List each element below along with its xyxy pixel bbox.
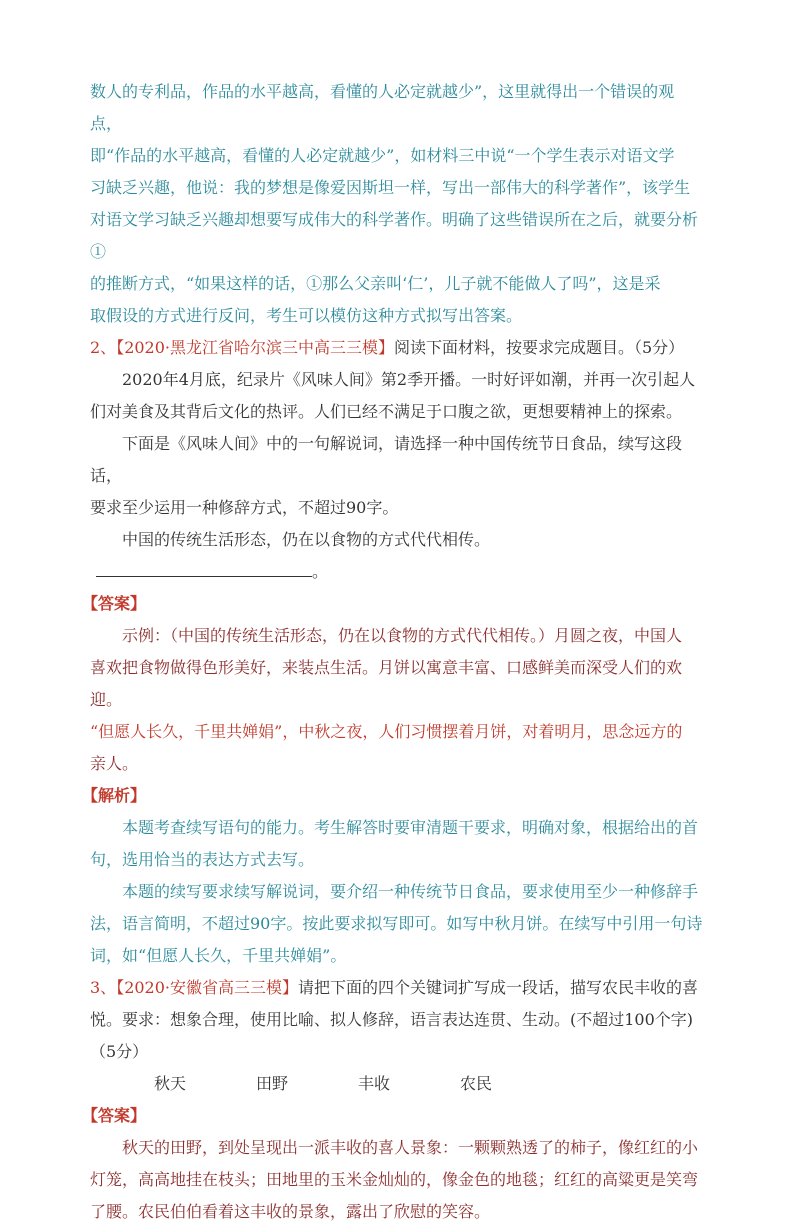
material-line: 们对美食及其背后文化的热评。人们已经不满足于口腹之欲，更想要精神上的探索。 (90, 402, 683, 421)
question-number: 2、 (90, 338, 117, 357)
prompt-line: 悦。要求：想象合理，使用比喻、拟人修辞，语言表达连贯、生动。(不超过100个字) (90, 1010, 694, 1029)
analysis-line: 本题的续写要求续写解说词，要介绍一种传统节日食品，要求使用至少一种修辞手 (122, 882, 699, 901)
material-line: 2020年4月底，纪录片《风味人间》第2季开播。一时好评如潮，并再一次引起人 (122, 370, 696, 389)
keyword-row (90, 1068, 706, 1100)
task-line: 要求至少运用一种修辞方式，不超过90字。 (90, 498, 399, 517)
task-line: 下面是《风味人间》中的一句解说词，请选择一种中国传统节日食品，续写这段话， (90, 434, 683, 485)
analysis-line: 词，如“但愿人长久，千里共婵娟”。 (90, 946, 347, 965)
answer-line: 喜欢把食物做得色形美好，来装点生活。月饼以寓意丰富、口感鲜美而深受人们的欢迎。 (90, 658, 683, 709)
analysis-line: 法，语言简明，不超过90字。按此要求拟写即可。如写中秋月饼。在续写中引用一句诗 (90, 914, 703, 933)
intro-line: 数人的专利品，作品的水平越高，看懂的人必定就越少”，这里就得出一个错误的观点， (90, 82, 675, 133)
answer-line: 亲人。 (90, 754, 139, 773)
keyword: 丰收 (358, 1074, 391, 1093)
intro-line: 取假设的方式进行反问，考生可以模仿这种方式拟写出答案。 (90, 306, 523, 325)
page-content (82, 76, 706, 1228)
intro-line: 的推断方式，“如果这样的话，①那么父亲叫‘仁’，儿子就不能做人了吗”，这是采 (90, 274, 661, 293)
answer-line: 了腰。农民伯伯看着这丰收的景象，露出了欣慰的笑容。 (90, 1202, 491, 1221)
question-3-heading (90, 972, 706, 1004)
question-prompt: 请把下面的四个关键词扩写成一段话，描写农民丰收的喜 (298, 978, 699, 997)
intro-line: 习缺乏兴趣，他说：我的梦想是像爱因斯坦一样，写出一部伟大的科学著作”，该学生 (90, 178, 691, 197)
question-number: 3、 (90, 978, 117, 997)
analysis-line: 句，选用恰当的表达方式去写。 (90, 850, 315, 869)
analysis-label: 【解析】 (82, 786, 147, 805)
question-3 (82, 972, 706, 1228)
question-2-heading (90, 332, 706, 364)
answer-line: 秋天的田野，到处呈现出一派丰收的喜人景象：一颗颗熟透了的柿子，像红红的小 (122, 1138, 699, 1157)
question-source: 【2020·安徽省高三三模】 (116, 978, 298, 997)
answer-line: 灯笼，高高地挂在枝头；田地里的玉米金灿灿的，像金色的地毯；红红的高粱更是笑弯 (90, 1170, 699, 1189)
sentence-end: 。 (312, 562, 329, 581)
answer-label: 【答案】 (82, 1106, 147, 1125)
intro-analysis (90, 76, 706, 332)
keyword: 田野 (256, 1074, 289, 1093)
answer-line: 示例：（中国的传统生活形态，仍在以食物的方式代代相传。）月圆之夜，中国人 (122, 626, 683, 645)
question-source: 【2020·黑龙江省哈尔滨三中高三三模】 (116, 338, 394, 357)
intro-line: 即“作品的水平越高，看懂的人必定就越少”，如材料三中说“一个学生表示对语文学 (90, 146, 675, 165)
intro-line: 对语文学习缺乏兴趣却想要写成伟大的科学著作。明确了这些错误所在之后，就要分析① (90, 210, 699, 261)
question-prompt: 阅读下面材料，按要求完成题目。（5分） (394, 338, 685, 357)
keyword: 农民 (460, 1074, 493, 1093)
keyword: 秋天 (154, 1074, 187, 1093)
answer-line: “但愿人长久，千里共婵娟”，中秋之夜，人们习惯摆着月饼，对着明月，思念远方的 (90, 722, 683, 741)
analysis-line: 本题考查续写语句的能力。考生解答时要审清题干要求，明确对象，根据给出的首 (122, 818, 699, 837)
prompt-line: （5分） (90, 1042, 149, 1061)
question-2 (82, 332, 706, 972)
sentence-text: 中国的传统生活形态，仍在以食物的方式代代相传。 (122, 530, 491, 549)
answer-blank (96, 558, 312, 577)
fill-sentence (90, 524, 706, 588)
answer-label: 【答案】 (82, 594, 147, 613)
